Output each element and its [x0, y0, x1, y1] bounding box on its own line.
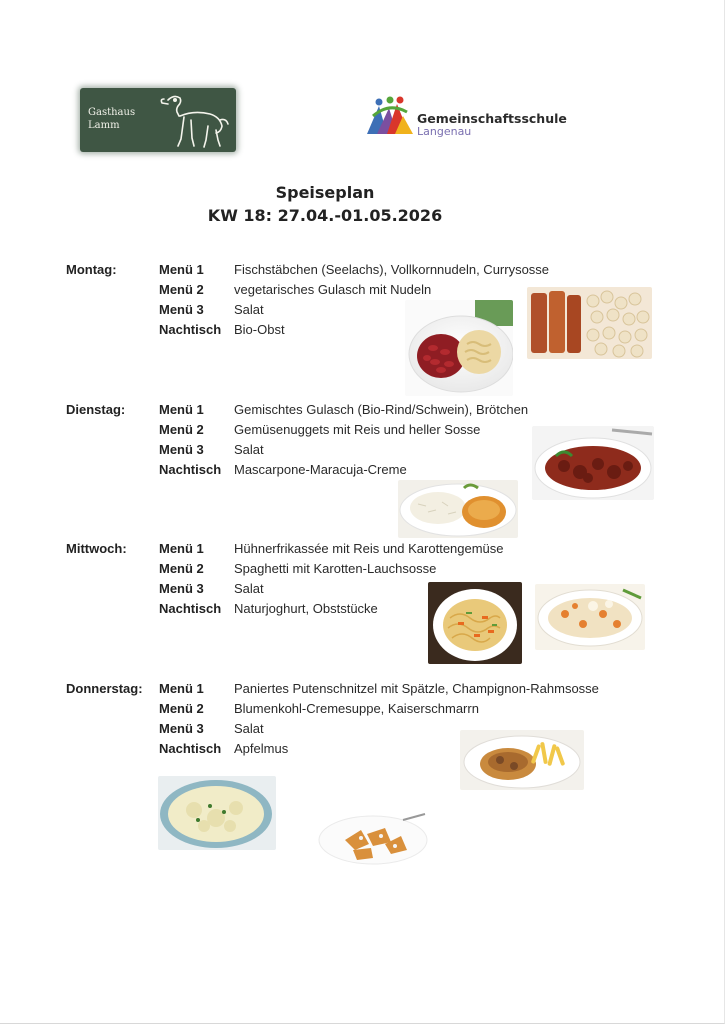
menu-label: Menü 2	[159, 282, 204, 297]
menu-dish: Salat	[234, 581, 264, 596]
nuggets-and-rice-photo	[398, 480, 518, 538]
menu-dish: Naturjoghurt, Obststücke	[234, 601, 378, 616]
fish-sticks-and-pasta-photo	[527, 287, 652, 359]
menu-label: Menü 1	[159, 262, 204, 277]
week-range: KW 18: 27.04.-01.05.2026	[207, 206, 443, 225]
school-city: Langenau	[417, 125, 472, 138]
menu-label: Menü 1	[159, 402, 204, 417]
menu-dish: Hühnerfrikassée mit Reis und Karottengemüse	[234, 541, 504, 556]
menu-label: Menü 2	[159, 701, 204, 716]
menu-dish: Salat	[234, 302, 264, 317]
page-title: Speiseplan	[275, 183, 375, 202]
menu-label: Nachtisch	[159, 322, 222, 337]
menu-label: Menü 3	[159, 581, 204, 596]
kaiserschmarrn-photo	[315, 810, 431, 868]
menu-dish: Spaghetti mit Karotten-Lauchsosse	[234, 561, 437, 576]
day-name: Dienstag:	[66, 402, 126, 417]
menu-dish: Fischstäbchen (Seelachs), Vollkornnudeln, Currysosse	[234, 262, 550, 277]
day-name: Montag:	[66, 262, 117, 277]
spaghetti-photo	[428, 582, 522, 664]
lamb-icon	[158, 90, 232, 150]
menu-dish: Bio-Obst	[234, 322, 285, 337]
menu-label: Menü 3	[159, 442, 204, 457]
cauliflower-soup-photo	[158, 776, 276, 850]
menu-dish: Paniertes Putenschnitzel mit Spätzle, Champignon-Rahmsosse	[234, 681, 599, 696]
menu-dish: Salat	[234, 442, 264, 457]
day-name: Donnerstag:	[66, 681, 143, 696]
menu-label: Nachtisch	[159, 601, 222, 616]
menu-label: Menü 1	[159, 681, 204, 696]
goulash-photo	[532, 426, 654, 500]
menu-dish: Blumenkohl-Cremesuppe, Kaiserschmarrn	[234, 701, 479, 716]
fricassee-photo	[535, 584, 645, 650]
menu-dish: vegetarisches Gulasch mit Nudeln	[234, 282, 432, 297]
day-name: Mittwoch:	[66, 541, 127, 556]
menu-dish: Salat	[234, 721, 264, 736]
menu-dish: Mascarpone-Maracuja-Creme	[234, 462, 407, 477]
menu-label: Menü 2	[159, 561, 204, 576]
menu-dish: Gemischtes Gulasch (Bio-Rind/Schwein), Brötchen	[234, 402, 529, 417]
gemeinschaftsschule-logo	[365, 94, 575, 136]
menu-label: Nachtisch	[159, 741, 222, 756]
schnitzel-spaetzle-photo	[460, 730, 584, 790]
menu-label: Menü 1	[159, 541, 204, 556]
menu-label: Nachtisch	[159, 462, 222, 477]
menu-label: Menü 3	[159, 302, 204, 317]
school-logo-icon	[365, 94, 415, 136]
school-name: Gemeinschaftsschule	[417, 111, 567, 126]
menu-dish: Apfelmus	[234, 741, 289, 756]
gasthaus-lamm-logo	[80, 88, 236, 152]
restaurant-logo-text: Gasthaus Lamm	[88, 107, 136, 131]
menu-label: Menü 3	[159, 721, 204, 736]
menu-dish: Gemüsenuggets mit Reis und heller Sosse	[234, 422, 481, 437]
beans-and-pasta-photo	[405, 300, 513, 396]
menu-label: Menü 2	[159, 422, 204, 437]
menu-title-block	[180, 182, 470, 228]
